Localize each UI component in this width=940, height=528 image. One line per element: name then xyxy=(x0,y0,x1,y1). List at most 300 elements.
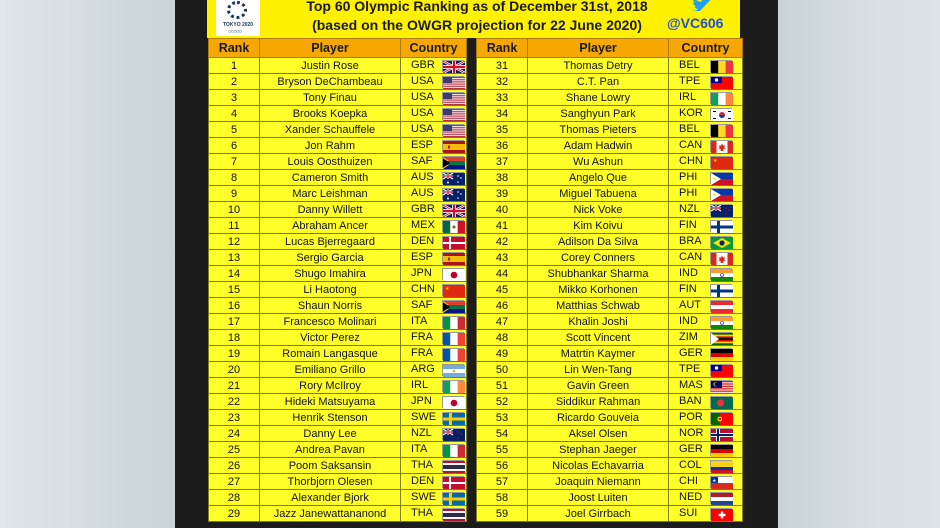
header-player: Player xyxy=(528,39,669,58)
player-cell: Hideki Matsuyama xyxy=(260,394,401,410)
ind-flag-icon xyxy=(710,268,732,280)
player-cell: Scott Vincent xyxy=(528,330,669,346)
country-code: DEN xyxy=(411,235,435,248)
column-separator xyxy=(467,58,477,74)
country-cell xyxy=(401,250,467,266)
tha-flag-icon xyxy=(442,508,464,520)
player-cell: Joost Luiten xyxy=(528,490,669,506)
player-cell: Louis Oosthuizen xyxy=(260,154,401,170)
por-flag-icon xyxy=(710,412,732,424)
country-code: MAS xyxy=(679,379,703,392)
player-cell: Emiliano Grillo xyxy=(260,362,401,378)
country-cell xyxy=(669,378,743,394)
rank-cell: 59 xyxy=(477,506,528,522)
rank-cell: 51 xyxy=(477,378,528,394)
country-cell xyxy=(669,490,743,506)
fra-flag-icon xyxy=(442,348,464,360)
tpe-flag-icon xyxy=(710,364,732,376)
country-cell xyxy=(401,346,467,362)
rank-cell: 34 xyxy=(477,106,528,122)
player-cell: Shubhankar Sharma xyxy=(528,266,669,282)
player-cell: Victor Perez xyxy=(260,330,401,346)
player-cell: Andrea Pavan xyxy=(260,442,401,458)
column-separator xyxy=(467,202,477,218)
country-cell xyxy=(669,298,743,314)
player-cell: Khalin Joshi xyxy=(528,314,669,330)
rank-cell: 35 xyxy=(477,122,528,138)
country-cell xyxy=(669,106,743,122)
table-row xyxy=(209,170,743,186)
country-code: FIN xyxy=(679,283,697,296)
rank-cell: 3 xyxy=(209,90,260,106)
fra-flag-icon xyxy=(442,332,464,344)
page-background-right xyxy=(778,0,940,528)
column-separator xyxy=(467,298,477,314)
ita-flag-icon xyxy=(442,444,464,456)
rank-cell: 1 xyxy=(209,58,260,74)
country-code: GER xyxy=(679,347,703,360)
den-flag-icon xyxy=(442,476,464,488)
title-line-2: (based on the OWGR projection for 22 June 2020) xyxy=(312,17,642,33)
column-separator xyxy=(467,106,477,122)
table-row xyxy=(209,410,743,426)
table-row xyxy=(209,122,743,138)
swe-flag-icon xyxy=(442,492,464,504)
country-cell xyxy=(669,122,743,138)
table-row xyxy=(209,74,743,90)
country-cell xyxy=(669,202,743,218)
player-cell: Abraham Ancer xyxy=(260,218,401,234)
usa-flag-icon xyxy=(442,76,464,88)
table-row xyxy=(209,362,743,378)
country-cell xyxy=(669,426,743,442)
rank-cell: 52 xyxy=(477,394,528,410)
player-cell: Adam Hadwin xyxy=(528,138,669,154)
rank-cell: 5 xyxy=(209,122,260,138)
rank-cell: 58 xyxy=(477,490,528,506)
country-code: TPE xyxy=(679,363,701,376)
table-row xyxy=(209,314,743,330)
player-cell: Danny Willett xyxy=(260,202,401,218)
table-row xyxy=(209,218,743,234)
rank-cell: 41 xyxy=(477,218,528,234)
rank-cell: 19 xyxy=(209,346,260,362)
svg-text:★: ★ xyxy=(713,157,718,164)
player-cell: Romain Langasque xyxy=(260,346,401,362)
country-cell xyxy=(669,362,743,378)
rank-cell: 13 xyxy=(209,250,260,266)
bel-flag-icon xyxy=(710,60,732,72)
country-cell xyxy=(401,90,467,106)
column-separator xyxy=(467,426,477,442)
rank-cell: 7 xyxy=(209,154,260,170)
table-row xyxy=(209,394,743,410)
player-cell: Matthias Schwab xyxy=(528,298,669,314)
country-code: NED xyxy=(679,491,703,504)
ger-flag-icon xyxy=(710,444,732,456)
table-row xyxy=(209,282,743,298)
table-row xyxy=(209,266,743,282)
rank-cell: 16 xyxy=(209,298,260,314)
country-code: AUS xyxy=(411,171,434,184)
rank-cell: 40 xyxy=(477,202,528,218)
country-code: CAN xyxy=(679,139,703,152)
country-cell xyxy=(669,282,743,298)
table-row xyxy=(209,506,743,522)
table-header-row xyxy=(209,39,743,58)
column-separator xyxy=(467,314,477,330)
player-cell: Tony Finau xyxy=(260,90,401,106)
header-rank: Rank xyxy=(209,39,260,58)
rank-cell: 56 xyxy=(477,458,528,474)
sui-flag-icon xyxy=(710,508,732,520)
table-row xyxy=(209,474,743,490)
country-cell xyxy=(669,474,743,490)
rank-cell: 14 xyxy=(209,266,260,282)
country-code: ZIM xyxy=(679,331,698,344)
tpe-flag-icon xyxy=(710,76,732,88)
country-code: TPE xyxy=(679,75,701,88)
chn-flag-icon xyxy=(710,156,732,168)
header-country: Country xyxy=(401,39,467,58)
country-cell xyxy=(401,506,467,522)
country-code: JPN xyxy=(411,267,432,280)
player-cell: Thomas Pieters xyxy=(528,122,669,138)
header-player: Player xyxy=(260,39,401,58)
country-cell xyxy=(401,474,467,490)
country-cell xyxy=(669,218,743,234)
player-cell: Aksel Olsen xyxy=(528,426,669,442)
nor-flag-icon xyxy=(710,428,732,440)
country-code: BAN xyxy=(679,395,702,408)
ind-flag-icon xyxy=(710,316,732,328)
ita-flag-icon xyxy=(442,316,464,328)
saf-flag-icon xyxy=(442,300,464,312)
zim-flag-icon xyxy=(710,332,732,344)
bel-flag-icon xyxy=(710,124,732,136)
gbr-flag-icon xyxy=(442,204,464,216)
player-cell: Lin Wen-Tang xyxy=(528,362,669,378)
country-code: NZL xyxy=(411,427,432,440)
header-rank: Rank xyxy=(477,39,528,58)
country-cell xyxy=(401,186,467,202)
chn-flag-icon xyxy=(442,284,464,296)
player-cell: Justin Rose xyxy=(260,58,401,74)
rank-cell: 31 xyxy=(477,58,528,74)
country-cell xyxy=(669,330,743,346)
header-country: Country xyxy=(669,39,743,58)
country-cell xyxy=(401,490,467,506)
gbr-flag-icon xyxy=(442,60,464,72)
country-cell xyxy=(401,282,467,298)
table-row xyxy=(209,346,743,362)
player-cell: Lucas Bjerregaard xyxy=(260,234,401,250)
country-code: MEX xyxy=(411,219,435,232)
rank-cell: 44 xyxy=(477,266,528,282)
country-cell xyxy=(401,410,467,426)
player-cell: Shugo Imahira xyxy=(260,266,401,282)
rank-cell: 20 xyxy=(209,362,260,378)
rank-cell: 8 xyxy=(209,170,260,186)
rank-cell: 55 xyxy=(477,442,528,458)
rank-cell: 11 xyxy=(209,218,260,234)
player-cell: Xander Schauffele xyxy=(260,122,401,138)
rank-cell: 54 xyxy=(477,426,528,442)
table-row xyxy=(209,250,743,266)
rank-cell: 57 xyxy=(477,474,528,490)
country-cell xyxy=(669,458,743,474)
country-cell xyxy=(669,394,743,410)
table-row xyxy=(209,234,743,250)
page-background-left xyxy=(0,0,175,528)
ned-flag-icon xyxy=(710,492,732,504)
player-cell: Cameron Smith xyxy=(260,170,401,186)
rank-cell: 23 xyxy=(209,410,260,426)
country-cell xyxy=(401,74,467,90)
country-code: SWE xyxy=(411,411,437,424)
jpn-flag-icon xyxy=(442,268,464,280)
country-cell xyxy=(669,346,743,362)
rank-cell: 22 xyxy=(209,394,260,410)
country-code: FRA xyxy=(411,331,433,344)
player-cell: Gavin Green xyxy=(528,378,669,394)
column-separator xyxy=(467,506,477,522)
arg-flag-icon xyxy=(442,364,464,376)
country-code: DEN xyxy=(411,475,435,488)
player-cell: Shaun Norris xyxy=(260,298,401,314)
logo-text: TOKYO 2020 xyxy=(222,22,254,28)
country-cell xyxy=(401,154,467,170)
irl-flag-icon xyxy=(710,92,732,104)
country-code: PHI xyxy=(679,187,698,200)
table-row xyxy=(209,106,743,122)
country-cell xyxy=(669,234,743,250)
column-separator xyxy=(467,250,477,266)
country-code: SWE xyxy=(411,491,437,504)
player-cell: Rory McIlroy xyxy=(260,378,401,394)
country-code: USA xyxy=(411,75,434,88)
player-cell: Danny Lee xyxy=(260,426,401,442)
rank-cell: 4 xyxy=(209,106,260,122)
country-cell xyxy=(401,218,467,234)
rank-cell: 10 xyxy=(209,202,260,218)
player-cell: Wu Ashun xyxy=(528,154,669,170)
country-code: POR xyxy=(679,411,703,424)
column-separator xyxy=(467,39,477,58)
table-row xyxy=(209,58,743,74)
esp-flag-icon xyxy=(442,252,464,264)
fin-flag-icon xyxy=(710,284,732,296)
player-cell: C.T. Pan xyxy=(528,74,669,90)
country-code: THA xyxy=(411,507,433,520)
player-cell: Adilson Da Silva xyxy=(528,234,669,250)
country-code: ITA xyxy=(411,315,428,328)
country-code: CHN xyxy=(411,283,435,296)
column-separator xyxy=(467,394,477,410)
player-cell: Miguel Tabuena xyxy=(528,186,669,202)
jpn-flag-icon xyxy=(442,396,464,408)
page-title xyxy=(262,0,692,35)
rank-cell: 53 xyxy=(477,410,528,426)
column-separator xyxy=(467,490,477,506)
player-cell: Marc Leishman xyxy=(260,186,401,202)
rank-cell: 37 xyxy=(477,154,528,170)
column-separator xyxy=(467,218,477,234)
country-cell xyxy=(669,186,743,202)
rank-cell: 2 xyxy=(209,74,260,90)
table-row xyxy=(209,202,743,218)
column-separator xyxy=(467,154,477,170)
country-cell xyxy=(401,394,467,410)
usa-flag-icon xyxy=(442,92,464,104)
player-cell: Li Haotong xyxy=(260,282,401,298)
olympic-rings-icon: ○○○○○ xyxy=(228,29,242,35)
column-separator xyxy=(467,362,477,378)
country-code: SUI xyxy=(679,507,698,520)
country-code: GER xyxy=(679,443,703,456)
country-code: COL xyxy=(679,459,702,472)
country-code: USA xyxy=(411,91,434,104)
saf-flag-icon xyxy=(442,156,464,168)
tokyo-2020-logo xyxy=(216,0,260,36)
column-separator xyxy=(467,458,477,474)
rank-cell: 21 xyxy=(209,378,260,394)
can-flag-icon xyxy=(710,252,732,264)
country-code: IRL xyxy=(679,91,697,104)
country-code: BEL xyxy=(679,123,700,136)
swe-flag-icon xyxy=(442,412,464,424)
phi-flag-icon xyxy=(710,172,732,184)
country-code: IRL xyxy=(411,379,429,392)
country-cell xyxy=(669,90,743,106)
rank-cell: 18 xyxy=(209,330,260,346)
country-code: PHI xyxy=(679,171,698,184)
country-code: USA xyxy=(411,123,434,136)
fin-flag-icon xyxy=(710,220,732,232)
column-separator xyxy=(467,442,477,458)
country-cell xyxy=(669,154,743,170)
svg-text:★: ★ xyxy=(712,477,717,483)
country-cell xyxy=(401,106,467,122)
country-cell xyxy=(669,138,743,154)
player-cell: Thomas Detry xyxy=(528,58,669,74)
usa-flag-icon xyxy=(442,124,464,136)
player-cell: Bryson DeChambeau xyxy=(260,74,401,90)
ban-flag-icon xyxy=(710,396,732,408)
tha-flag-icon xyxy=(442,460,464,472)
country-cell xyxy=(401,234,467,250)
aus-flag-icon xyxy=(442,188,464,200)
country-cell xyxy=(669,410,743,426)
rank-cell: 9 xyxy=(209,186,260,202)
player-cell: Brooks Koepka xyxy=(260,106,401,122)
column-separator xyxy=(467,266,477,282)
country-code: ARG xyxy=(411,363,435,376)
country-code: AUS xyxy=(411,187,434,200)
col-flag-icon xyxy=(710,460,732,472)
den-flag-icon xyxy=(442,236,464,248)
table-row xyxy=(209,426,743,442)
rank-cell: 24 xyxy=(209,426,260,442)
country-code: CHI xyxy=(679,475,698,488)
twitter-bird-icon xyxy=(691,0,713,11)
rank-cell: 6 xyxy=(209,138,260,154)
phi-flag-icon xyxy=(710,188,732,200)
rank-cell: 28 xyxy=(209,490,260,506)
title-line-1: Top 60 Olympic Ranking as of December 31st, 2018 xyxy=(306,0,648,14)
country-cell xyxy=(401,122,467,138)
table-row xyxy=(209,138,743,154)
player-cell: Poom Saksansin xyxy=(260,458,401,474)
column-separator xyxy=(467,378,477,394)
country-cell xyxy=(669,266,743,282)
player-cell: Jazz Janewattananond xyxy=(260,506,401,522)
country-cell xyxy=(669,58,743,74)
country-code: GBR xyxy=(411,203,435,216)
country-cell xyxy=(401,426,467,442)
country-cell xyxy=(669,442,743,458)
country-code: CAN xyxy=(679,251,703,264)
player-cell: Kim Koivu xyxy=(528,218,669,234)
column-separator xyxy=(467,122,477,138)
rank-cell: 36 xyxy=(477,138,528,154)
column-separator xyxy=(467,90,477,106)
svg-text:★: ★ xyxy=(445,285,450,292)
ranking-table xyxy=(208,38,743,522)
table-row xyxy=(209,458,743,474)
ger-flag-icon xyxy=(710,348,732,360)
country-code: USA xyxy=(411,107,434,120)
rank-cell: 29 xyxy=(209,506,260,522)
country-code: FIN xyxy=(679,219,697,232)
rank-cell: 15 xyxy=(209,282,260,298)
rank-cell: 47 xyxy=(477,314,528,330)
rank-cell: 33 xyxy=(477,90,528,106)
irl-flag-icon xyxy=(442,380,464,392)
rank-cell: 26 xyxy=(209,458,260,474)
country-cell xyxy=(401,330,467,346)
table-row xyxy=(209,442,743,458)
table-row xyxy=(209,490,743,506)
country-code: AUT xyxy=(679,299,701,312)
table-row xyxy=(209,378,743,394)
country-code: FRA xyxy=(411,347,433,360)
player-cell: Matrtin Kaymer xyxy=(528,346,669,362)
country-code: GBR xyxy=(411,59,435,72)
rank-cell: 50 xyxy=(477,362,528,378)
rank-cell: 45 xyxy=(477,282,528,298)
country-cell xyxy=(401,170,467,186)
nzl-flag-icon xyxy=(442,428,464,440)
bra-flag-icon xyxy=(710,236,732,248)
country-cell xyxy=(669,250,743,266)
column-separator xyxy=(467,234,477,250)
rank-cell: 25 xyxy=(209,442,260,458)
column-separator xyxy=(467,330,477,346)
country-code: JPN xyxy=(411,395,432,408)
country-code: ITA xyxy=(411,443,428,456)
column-separator xyxy=(467,74,477,90)
country-code: NZL xyxy=(679,203,700,216)
tokyo-emblem-icon xyxy=(227,1,247,19)
nzl-flag-icon xyxy=(710,204,732,216)
country-cell xyxy=(401,58,467,74)
country-cell xyxy=(669,170,743,186)
column-separator xyxy=(467,170,477,186)
table-row xyxy=(209,154,743,170)
table-row xyxy=(209,298,743,314)
column-separator xyxy=(467,138,477,154)
